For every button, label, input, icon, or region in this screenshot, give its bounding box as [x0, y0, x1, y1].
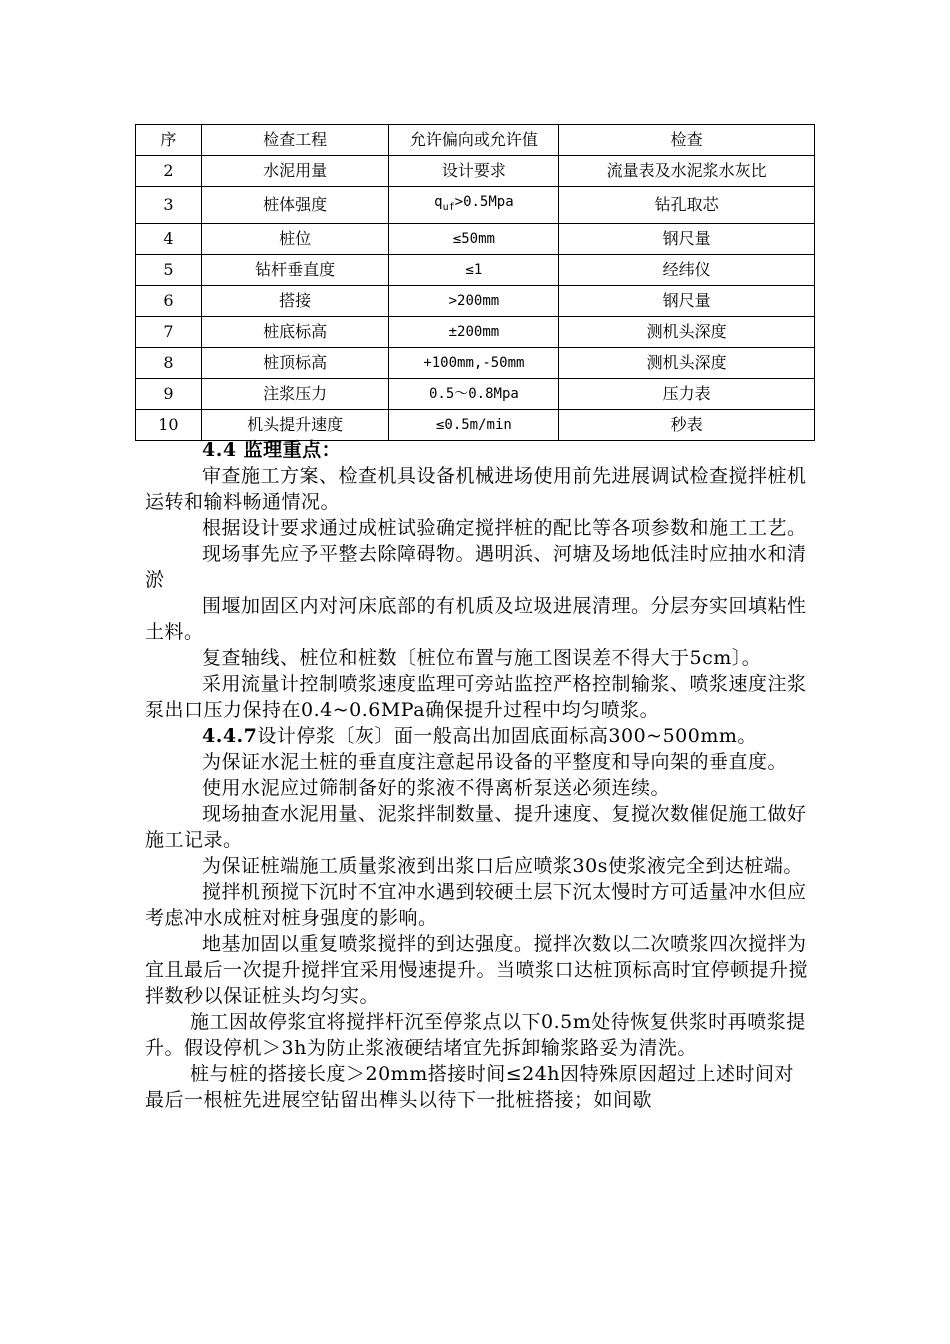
paragraph: 围堰加固区内对河床底部的有机质及垃圾进展清理。分层夯实回填粘性土料。: [145, 595, 807, 643]
cell-index: 9: [136, 378, 202, 409]
cell-item: 桩底标高: [201, 316, 389, 347]
table-row: [136, 409, 815, 440]
cell-method: 流量表及水泥浆水灰比: [559, 156, 815, 187]
table-header-row: [136, 125, 815, 156]
cell-tolerance: ≤0.5m/min: [389, 409, 559, 440]
cell-tolerance: 0.5～0.8Mpa: [389, 378, 559, 409]
table-row: [136, 156, 815, 187]
cell-tolerance: ≤50mm: [389, 223, 559, 254]
cell-item: 桩体强度: [201, 187, 389, 224]
table-row: [136, 223, 815, 254]
paragraph: 根据设计要求通过成桩试验确定搅拌桩的配比等各项参数和施工工艺。: [202, 517, 807, 539]
header-cell-tolerance: 允许偏向或允许值: [389, 125, 559, 156]
paragraph: 为保证水泥土桩的垂直度注意起吊设备的平整度和导向架的垂直度。: [202, 751, 788, 773]
cell-index: 8: [136, 347, 202, 378]
paragraph: 现场抽查水泥用量、泥浆拌制数量、提升速度、复搅次数催促施工做好施工记录。: [145, 803, 807, 851]
cell-method: 钻孔取芯: [559, 187, 815, 224]
cell-item: 机头提升速度: [201, 409, 389, 440]
table-row: [136, 316, 815, 347]
table-row: [136, 187, 815, 224]
cell-method: 经纬仪: [559, 254, 815, 285]
section-body: [145, 437, 810, 1113]
paragraph: 地基加固以重复喷浆搅拌的到达强度。搅拌次数以二次喷浆四次搅拌为宜且最后一次提升搅拌宜采用慢速提升。当喷浆口达桩顶标高时宜停顿提升搅拌数秒以保证桩头均匀实。: [145, 933, 809, 1007]
section-heading: 4.4 监理重点：: [202, 439, 342, 461]
cell-item: 水泥用量: [201, 156, 389, 187]
cell-method: 钢尺量: [559, 223, 815, 254]
cell-method: 测机头深度: [559, 347, 815, 378]
cell-item: 搭接: [201, 285, 389, 316]
cell-method: 测机头深度: [559, 316, 815, 347]
cell-method: 秒表: [559, 409, 815, 440]
clause-number: 4.4.7: [202, 725, 258, 747]
cell-method: 压力表: [559, 378, 815, 409]
cell-index: 10: [136, 409, 202, 440]
numbered-paragraph: [145, 723, 810, 749]
cell-tolerance: >200mm: [389, 285, 559, 316]
cell-tolerance: +100mm,-50mm: [389, 347, 559, 378]
strength-value: >0.5Mpa: [454, 194, 514, 210]
header-cell-item: 检查工程: [201, 125, 389, 156]
paragraph: 复查轴线、桩位和桩数〔桩位布置与施工图误差不得大于5cm〕。: [202, 647, 762, 669]
paragraph: 现场事先应予平整去除障碍物。遇明浜、河塘及场地低洼时应抽水和清淤: [145, 543, 807, 591]
cell-index: 5: [136, 254, 202, 285]
paragraph: 搅拌机预搅下沉时不宜冲水遇到较硬土层下沉太慢时方可适量冲水但应考虑冲水成桩对桩身强度的影响。: [145, 881, 807, 929]
header-cell-index: 序: [136, 125, 202, 156]
cell-item: 桩位: [201, 223, 389, 254]
paragraph: 使用水泥应过筛制备好的浆液不得离析泵送必须连续。: [202, 777, 671, 799]
paragraph: 审查施工方案、检查机具设备机械进场使用前先进展调试检查搅拌桩机运转和输料畅通情况。: [145, 465, 807, 513]
cell-item: 桩顶标高: [201, 347, 389, 378]
table-row: [136, 347, 815, 378]
header-cell-method: 检查: [559, 125, 815, 156]
cell-index: 6: [136, 285, 202, 316]
clause-text: 设计停浆〔灰〕面一般高出加固底面标高300~500mm。: [257, 725, 757, 747]
cell-item: 注浆压力: [201, 378, 389, 409]
inspection-table: [135, 124, 815, 441]
cell-tolerance: [389, 187, 559, 224]
table-row: [136, 378, 815, 409]
cell-index: 3: [136, 187, 202, 224]
strength-subscript: uf: [442, 201, 455, 213]
cell-index: 4: [136, 223, 202, 254]
table-row: [136, 254, 815, 285]
cell-index: 7: [136, 316, 202, 347]
paragraph: 采用流量计控制喷浆速度监理可旁站监控严格控制输浆、喷浆速度注浆泵出口压力保持在0.4~0.6MPa确保提升过程中均匀喷浆。: [145, 673, 807, 721]
strength-prefix: q: [434, 194, 443, 210]
cell-index: 2: [136, 156, 202, 187]
table-row: [136, 285, 815, 316]
cell-method: 钢尺量: [559, 285, 815, 316]
cell-tolerance: ≤1: [389, 254, 559, 285]
paragraph: 施工因故停浆宜将搅拌杆沉至停浆点以下0.5m处待恢复供浆时再喷浆提升。假设停机＞3h为防止浆液硬结堵宜先拆卸输浆路妥为清洗。: [145, 1011, 806, 1059]
paragraph: 桩与桩的搭接长度＞20mm搭接时间≤24h因特殊原因超过上述时间对最后一根桩先进展空钻留出榫头以待下一批桩搭接；如间歇: [145, 1063, 795, 1111]
cell-item: 钻杆垂直度: [201, 254, 389, 285]
paragraph: 为保证桩端施工质量浆液到出浆口后应喷浆30s使浆液完全到达桩端。: [202, 855, 803, 877]
cell-tolerance: ±200mm: [389, 316, 559, 347]
cell-tolerance: 设计要求: [389, 156, 559, 187]
